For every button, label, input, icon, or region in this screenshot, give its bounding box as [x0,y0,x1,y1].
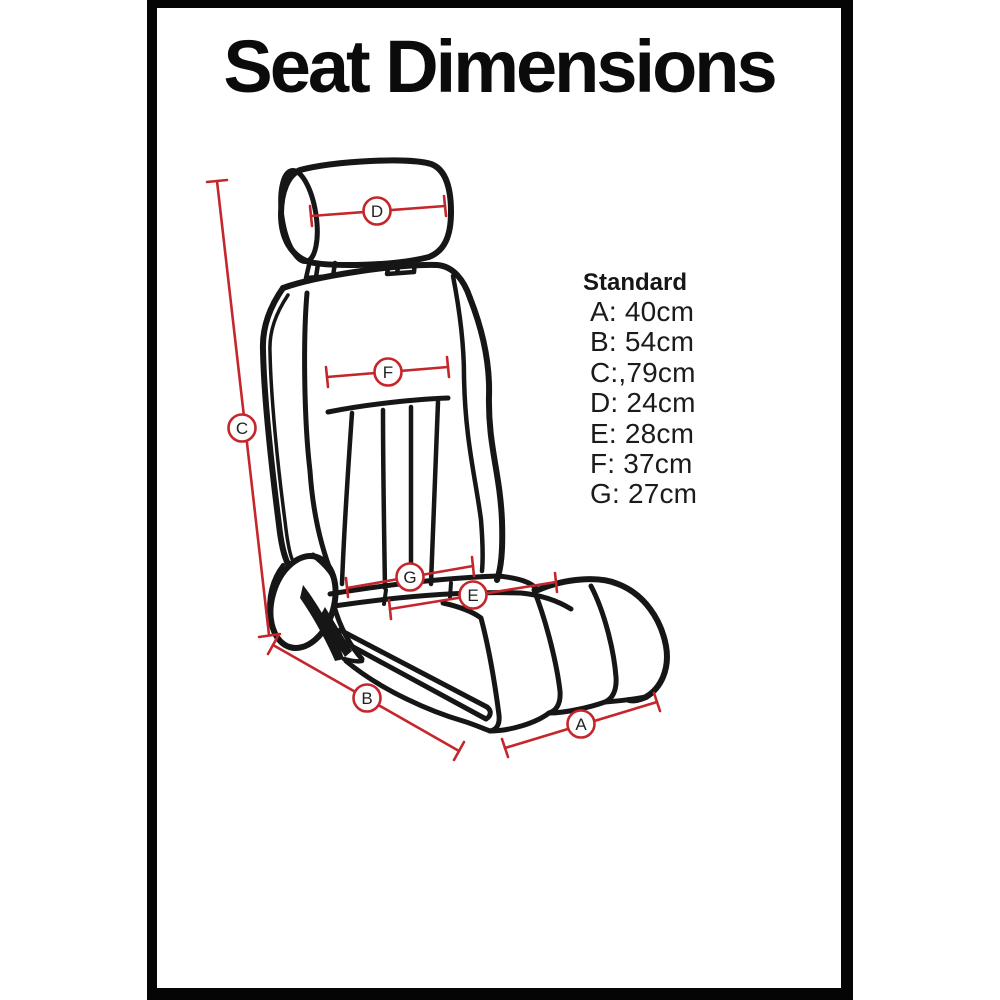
dim-marker-C [229,415,256,442]
dim-marker-letter-f: F [382,363,394,382]
backrest [263,265,502,588]
spec-row-b: B: 54cm [590,326,695,358]
spec-row-d: D: 24cm [590,387,696,419]
spec-row-c: C:,79cm [590,356,696,388]
dim-marker-G [397,564,424,591]
page-title: Seat Dimensions [223,25,775,108]
spec-row-g: G: 27cm [590,478,698,510]
dim-marker-letter-c: C [235,419,249,438]
recline-lever [300,585,352,661]
dim-marker-F [375,359,402,386]
dim-marker-letter-b: B [361,689,373,708]
dim-marker-letter-e: E [467,586,479,605]
dim-marker-E [460,582,487,609]
dim-marker-B [354,685,381,712]
dim-marker-letter-d: D [370,202,384,221]
spec-row-e: E: 28cm [590,417,695,449]
dim-marker-D [364,198,391,225]
seat-outline [260,160,667,731]
dim-marker-letter-g: G [403,568,417,587]
spec-row-f: F: 37cm [590,448,693,480]
spec-row-a: A: 40cm [590,296,695,327]
spec-heading: Standard [583,269,688,296]
dim-marker-A [568,711,595,738]
dim-marker-letter-a: A [575,715,587,734]
